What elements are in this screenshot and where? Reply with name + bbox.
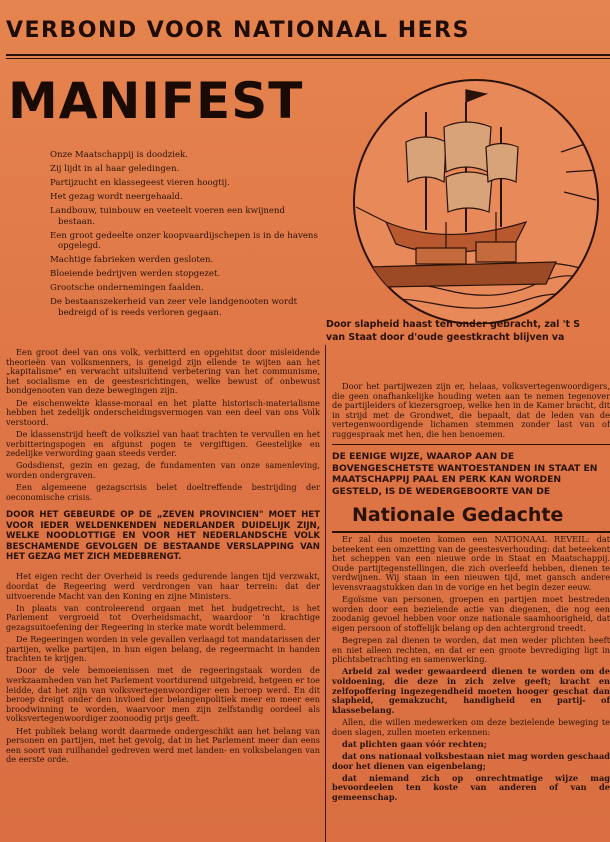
paragraph: Begrepen zal dienen te worden, dat men weder plichten heeft en niet alleen rechten, en dat er een groote bevrediging ligt in plichtsbetrachting en samenwerking. [332, 635, 610, 665]
paragraph: Het publiek belang wordt daarmede ondergeschikt aan het belang van personen en partijen, met het gevolg, dat in het Parlement meer dan eens een soort van ruilhandel gedreven werd met landen- en volksbelangen van de eerste orde. [6, 725, 320, 765]
intro-line: Landbouw, tuinbouw en veeteelt voeren een kwijnend bestaan. [50, 205, 286, 227]
intro-line: Bloeiende bedrijven werden stopgezet. [50, 269, 221, 280]
caption-line-1: Door slapheid haast ten onder gebracht, zal 't S [326, 319, 580, 330]
paragraph: De klassenstrijd heeft de volksziel van haat trachten te vervullen en het verbitteringspogen en afgunst pogen te vergiftigen. Geestelijke en zedelijke verwording gaan steeds verder. [6, 428, 320, 459]
paragraph: Arbeid zal weder gewaardeerd dienen te worden om de voldoening, die deze in zich zelve geeft; kracht en zelfopoffering ingezegendheid moeten hooger geschat dan slapheid, gemakzucht, handigheid en partij- of klassebelang. [332, 666, 610, 715]
paragraph: Een groot deel van ons volk, verbitterd en opgehitst door misleidende theorieën van volksmenners, is geneigd zijn ellende te wijten aan het „kapitalisme" en verwacht uitsluitend verbetering van het communisme, het socialisme en de geestesrichtingen, welke bewust of onbewust bondgenooten van deze bewegingen zijn. [6, 347, 320, 396]
paragraph: De Regeeringen worden in vele gevallen verlaagd tot mandatarissen der partijen, welke partijen, in hun eigen belang, de regeermacht in handen trachten te krijgen. [6, 634, 320, 664]
paragraph: Door de vele bemoeienissen met de regeeringstaak worden de werkzaamheden van het Parlement voortdurend uitgebreid, hetgeen er toe leidde, dat het zijn van volksvertegenwoordiger een beroep werd. En dit beroep dreigt onder den invloed der belangenpolitiek meer en meer een broodwinning te worden, waarvoor men zijn zelfstandig oordeel als volksvertegenwoordiger zoonoodig prijs geeft. [6, 665, 320, 724]
paragraph: Er zal dus moeten komen een NATIONAAL REVEIL: dat beteekent een omzetting van de geestesverhouding: dat beteekent het scheppen van een nieuwe orde in Staat en Maatschappij. Oude partijtegenstellingen, die zich overleefd hebben, dienen te verdwijnen. Wij staan in een nieuwen tijd, met gansch andere levensvraagstukken dan in de vorige en het begin dezer eeuw. [332, 533, 610, 592]
paragraph: De eischenwekte klasse-moraal en het platte historisch-materialisme hebben het zedelijk onderscheidingsvermogen van een deel van ons Volk verstoord. [6, 397, 320, 427]
intro-line: Onze Maatschappij is doodziek. [50, 150, 188, 160]
paragraph: Een algemeene gezagscrisis belet doeltreffende bestrijding der oeconomische crisis. [6, 482, 320, 502]
intro-line: Het gezag wordt neergehaald. [50, 191, 183, 202]
paragraph: Allen, die willen medewerken om deze bezielende beweging te doen slagen, zullen moeten erkennen: [332, 717, 610, 737]
intro-line: Partijzucht en klassegeest vieren hoogtij. [50, 177, 230, 188]
masthead: VERBOND VOOR NATIONAAL HERS [6, 18, 470, 43]
intro-line: Machtige fabrieken werden gesloten. [50, 255, 214, 266]
section-rule [332, 531, 610, 533]
section-heading: DE EENIGE WIJZE, WAAROP AAN DE BOVENGESCHETSTE WANTOESTANDEN IN STAAT EN MAATSCHAPPIJ PAAL EN PERK KAN WORDEN GESTELD, IS DE WEDERGEBOORTE VAN DE [332, 451, 598, 497]
intro-line: Zij lijdt in al haar geledingen. [50, 163, 180, 174]
paragraph: Egoïsme van personen, groepen en partijen moet bestreden worden door een bezielende actie van diegenen, die nog een zoodanig gevoel hebben voor onze nationale saamhoorigheid, dat eigen persoon of stoffelijk belang op den achtergrond treedt. [332, 594, 610, 633]
section-rule [332, 444, 610, 446]
right-column [332, 382, 610, 805]
intro-line: De bestaanszekerheid van zeer vele landgenooten wordt bedreigd of is reeds verloren gegaan. [50, 297, 298, 318]
paragraph: Het eigen recht der Overheid is reeds gedurende langen tijd verzwakt, doordat de Regeering werd verdrongen van haar terrein: dat der uitvoerende Macht van den Koning en zijne Ministers. [6, 571, 320, 601]
masthead-rule-thin [6, 58, 610, 59]
section-title: Nationale Gedachte [352, 504, 564, 527]
paragraph: dat ons nationaal volksbestaan niet mag worden geschaad door het dienen van eigenbelang; [332, 750, 610, 771]
masthead-rule [6, 54, 610, 56]
page-title: MANIFEST [8, 72, 304, 130]
intro-lines [50, 150, 322, 322]
intro-line: Grootsche ondernemingen faalden. [50, 283, 204, 294]
paragraph: Godsdienst, gezin en gezag, de fundamenten van onze samenleving, worden ondergraven. [6, 460, 320, 480]
bold-statement: DOOR HET GEBEURDE OP DE „ZEVEN PROVINCIEN" MOET HET VOOR IEDER WELDENKENDEN NEDERLANDER DUIDELIJK ZIJN, WELKE NOODLOTTIGE EN VOOR HET NEDERLANDSCHE VOLK BESCHAMENDE GEVOLGEN DE BESTAANDE VERSLAPPING VAN HET GEZAG MET ZICH MEDEBRENGT. [6, 510, 320, 562]
paragraph: dat niemand zich op onrechtmatige wijze mag bevoordeelen ten koste van anderen of van de gemeenschap. [332, 772, 610, 802]
paragraph: In plaats van controleerend orgaan met het budgetrecht, is het Parlement vergroeid tot Overheidsmacht, waardoor 'n krachtige gezagsuitoefening der Regeering in sterke mate wordt belemmerd. [6, 602, 320, 632]
caption-line-2: van Staat door d'oude geestkracht blijven va [326, 332, 565, 343]
intro-line: Een groot gedeelte onzer koopvaardijschepen is in de havens opgelegd. [50, 230, 318, 252]
paragraph: Door het partijwezen zijn er, helaas, volksvertegenwoordigers, die geen onafhankelijke houding weten aan te nemen tegenover de partijleiders of kiezersgroep, welke hen in de Kamer bracht, dit in strijd met de Grondwet, die bepaalt, dat de leden van de vertegenwoordigende lichamen stemmen zonder last van of ruggespraak met hen, die hen benoemen. [332, 382, 610, 439]
ship-illustration [326, 72, 610, 324]
paragraph: dat plichten gaan vóór rechten; [342, 738, 487, 749]
left-column [6, 348, 320, 768]
column-divider [325, 345, 326, 842]
illustration-caption [326, 318, 610, 344]
